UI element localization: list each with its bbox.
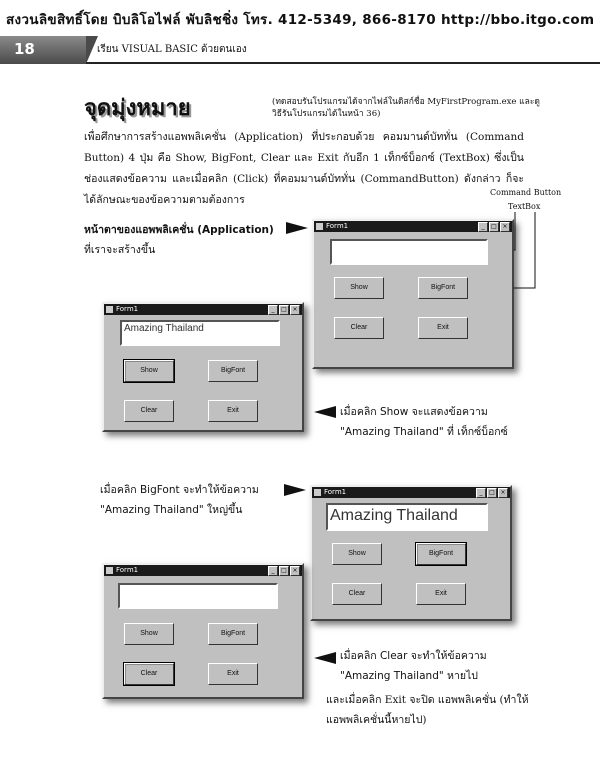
- bigfont-button[interactable]: BigFont: [208, 360, 258, 382]
- exit-button[interactable]: Exit: [418, 317, 468, 339]
- pointer-arrow-right: [286, 222, 308, 234]
- bigfont-caption-line2: "Amazing Thailand" ใหญ่ขึ้น: [100, 504, 243, 516]
- pointer-arrow-left: [314, 652, 336, 664]
- pointer-arrow-left: [314, 406, 336, 418]
- callout-textbox: TextBox: [508, 202, 541, 211]
- exit-caption-line1: และเมื่อคลิก Exit จะปิด แอพพลิเคชั่น (ทำให้: [326, 694, 529, 706]
- bigfont-button[interactable]: BigFont: [416, 543, 466, 565]
- bigfont-caption: [100, 480, 259, 520]
- clear-button[interactable]: Clear: [124, 400, 174, 422]
- bigfont-caption-line1: เมื่อคลิก BigFont จะทำให้ข้อความ: [100, 484, 259, 496]
- copyright-line: สงวนลิขสิทธิ์โดย บิบลิโอไฟล์ พับลิชชิ่ง โทร. 412-5349, 866-8170 http://bbo.itgo.com: [6, 12, 595, 28]
- form-icon: [106, 567, 113, 574]
- show-button[interactable]: Show: [124, 623, 174, 645]
- form-icon: [314, 489, 321, 496]
- page-number-tab: [0, 36, 86, 64]
- show-button[interactable]: Show: [124, 360, 174, 382]
- show-button[interactable]: Show: [334, 277, 384, 299]
- intro-paragraph: เพื่อศึกษาการสร้างแอพพลิเคชั่น (Application) ที่ประกอบด้วย คอมมานด์บัททั่น (Command Button) 4 ปุ่ม คือ Show, BigFont, Clear และ Exit กับอีก 1 เท็กซ์บ็อกซ์ (TextBox) ซึ่งเป็นช่องแสดงข้อความ และเมื่อคลิก (Click) ที่คอมมานด์บัททั่น (CommandButton) ดังกล่าว ก็จะได้ลักษณะของข้อความตามต้องการ: [84, 131, 524, 206]
- minimize-icon[interactable]: _: [268, 566, 278, 576]
- header-divider: [86, 62, 600, 64]
- form-window-show: [102, 302, 304, 432]
- close-icon[interactable]: ×: [290, 305, 300, 315]
- exit-caption-line2: แอพพลิเคชั่นนี้หายไป): [326, 714, 427, 726]
- pointer-arrow-right: [284, 484, 306, 496]
- app-caption-rest: ที่เราจะสร้างขึ้น: [84, 244, 156, 256]
- exit-button[interactable]: Exit: [416, 583, 466, 605]
- form-window-clear: [102, 563, 304, 699]
- clear-button[interactable]: Clear: [334, 317, 384, 339]
- window-title: Form1: [116, 305, 139, 313]
- window-title: Form1: [326, 222, 349, 230]
- clear-button[interactable]: Clear: [332, 583, 382, 605]
- app-caption-bold: หน้าตาของแอพพลิเคชั่น (Application): [84, 224, 274, 236]
- app-caption: [84, 220, 274, 260]
- title-bar: [104, 304, 302, 315]
- close-icon[interactable]: ×: [498, 488, 508, 498]
- clear-button[interactable]: Clear: [124, 663, 174, 685]
- bigfont-button[interactable]: BigFont: [418, 277, 468, 299]
- exit-button[interactable]: Exit: [208, 663, 258, 685]
- form-icon: [316, 223, 323, 230]
- maximize-icon[interactable]: □: [487, 488, 497, 498]
- form-window-empty: [312, 219, 514, 369]
- running-head: เรียน VISUAL BASIC ด้วยตนเอง: [97, 44, 247, 55]
- form-icon: [106, 306, 113, 313]
- text-box[interactable]: [330, 239, 488, 265]
- bigfont-button[interactable]: BigFont: [208, 623, 258, 645]
- text-box[interactable]: Amazing Thailand: [120, 320, 280, 346]
- clear-caption-line2: "Amazing Thailand" หายไป: [340, 670, 478, 682]
- show-caption-line2: "Amazing Thailand" ที่ เท็กซ์บ็อกซ์: [340, 426, 508, 438]
- maximize-icon[interactable]: □: [279, 566, 289, 576]
- page-number: 18: [14, 40, 35, 58]
- clear-caption-line1: เมื่อคลิก Clear จะทำให้ข้อความ: [340, 650, 487, 662]
- clear-caption: [340, 646, 487, 686]
- show-button[interactable]: Show: [332, 543, 382, 565]
- title-note: (ทดสอบรันโปรแกรมได้จากไฟล์ในดิสก์ชื่อ MyFirstProgram.exe และดูวิธีรันโปรแกรมได้ในหน้า 36): [272, 97, 540, 119]
- text-box[interactable]: [118, 583, 278, 609]
- callout-command-button: Command Button: [490, 188, 562, 197]
- close-icon[interactable]: ×: [290, 566, 300, 576]
- window-title: Form1: [324, 488, 347, 496]
- window-title: Form1: [116, 566, 139, 574]
- minimize-icon[interactable]: _: [268, 305, 278, 315]
- minimize-icon[interactable]: _: [478, 222, 488, 232]
- title-bar: [104, 565, 302, 576]
- minimize-icon[interactable]: _: [476, 488, 486, 498]
- form-window-bigfont: [310, 485, 512, 621]
- exit-caption: [326, 690, 529, 730]
- exit-button[interactable]: Exit: [208, 400, 258, 422]
- section-title: จุดมุ่งหมาย: [84, 96, 191, 121]
- maximize-icon[interactable]: □: [489, 222, 499, 232]
- text-box[interactable]: Amazing Thailand: [326, 503, 488, 531]
- show-caption: [340, 402, 508, 442]
- title-bar: [314, 221, 512, 232]
- title-bar: [312, 487, 510, 498]
- maximize-icon[interactable]: □: [279, 305, 289, 315]
- show-caption-line1: เมื่อคลิก Show จะแสดงข้อความ: [340, 406, 488, 418]
- close-icon[interactable]: ×: [500, 222, 510, 232]
